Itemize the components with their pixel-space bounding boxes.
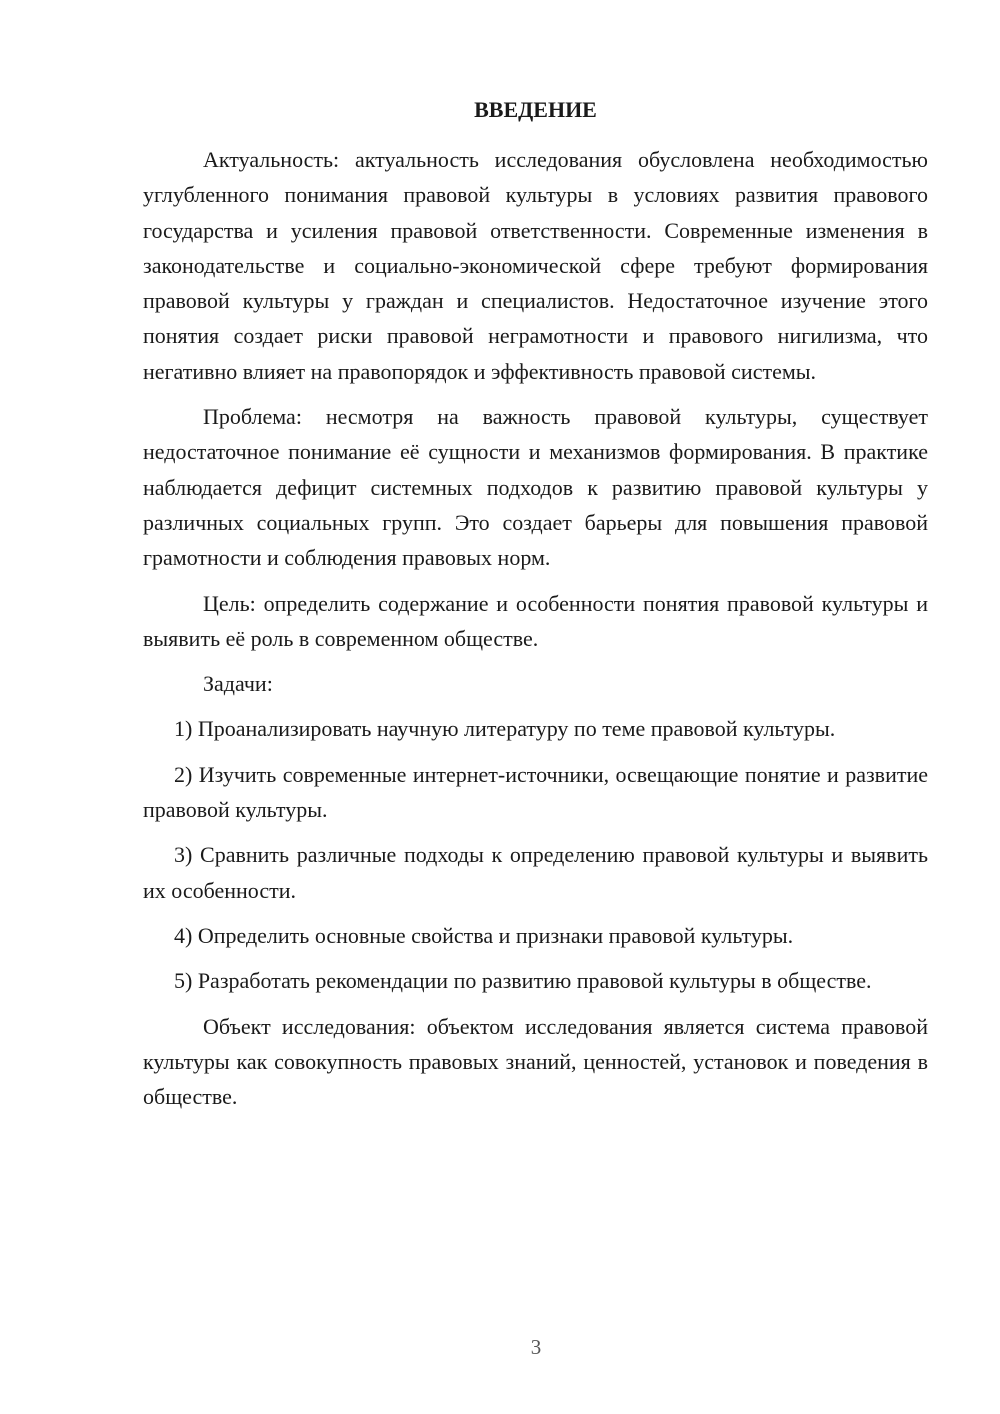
- tasks-heading: Задачи:: [203, 671, 273, 697]
- paragraph-relevance: Актуальность: актуальность исследования обусловлена необходимостью углубленного понимания правовой культуры в условиях развития правового государства и усиления правовой ответственности. Современные изменения в законодательстве и социально-экономической сфере требуют формирования правовой культуры у граждан и специалистов. Недостаточное изучение этого понятия создает риски правовой неграмотности и правового нигилизма, что негативно влияет на правопорядок и эффективность правовой системы.: [143, 147, 928, 384]
- task-item-3: 3) Сравнить различные подходы к определению правовой культуры и выявить их особенности.: [143, 842, 928, 903]
- paragraph-object: Объект исследования: объектом исследования является система правовой культуры как совокупность правовых знаний, ценностей, установок и поведения в обществе.: [143, 1013, 928, 1110]
- task-item-2: 2) Изучить современные интернет-источники, освещающие понятие и развитие правовой культуры.: [143, 761, 928, 823]
- document-page: [143, 92, 928, 1114]
- task-item-1: 1) Проанализировать научную литературу по теме правовой культуры.: [174, 716, 836, 742]
- paragraph-goal: Цель: определить содержание и особенности понятия правовой культуры и выявить её роль в современном обществе.: [143, 590, 928, 651]
- page-title: ВВЕДЕНИЕ: [474, 97, 597, 122]
- paragraph-problem: Проблема: несмотря на важность правовой культуры, существует недостаточное понимание её сущности и механизмов формирования. В практике наблюдается дефицит системных подходов к развитию правовой культуры у различных социальных групп. Это создает барьеры для повышения правовой грамотности и соблюдения правовых норм.: [143, 404, 928, 571]
- page-number: 3: [530, 1335, 542, 1359]
- task-item-4: 4) Определить основные свойства и признаки правовой культуры.: [174, 922, 794, 948]
- task-item-5: 5) Разработать рекомендации по развитию правовой культуры в обществе.: [174, 968, 872, 994]
